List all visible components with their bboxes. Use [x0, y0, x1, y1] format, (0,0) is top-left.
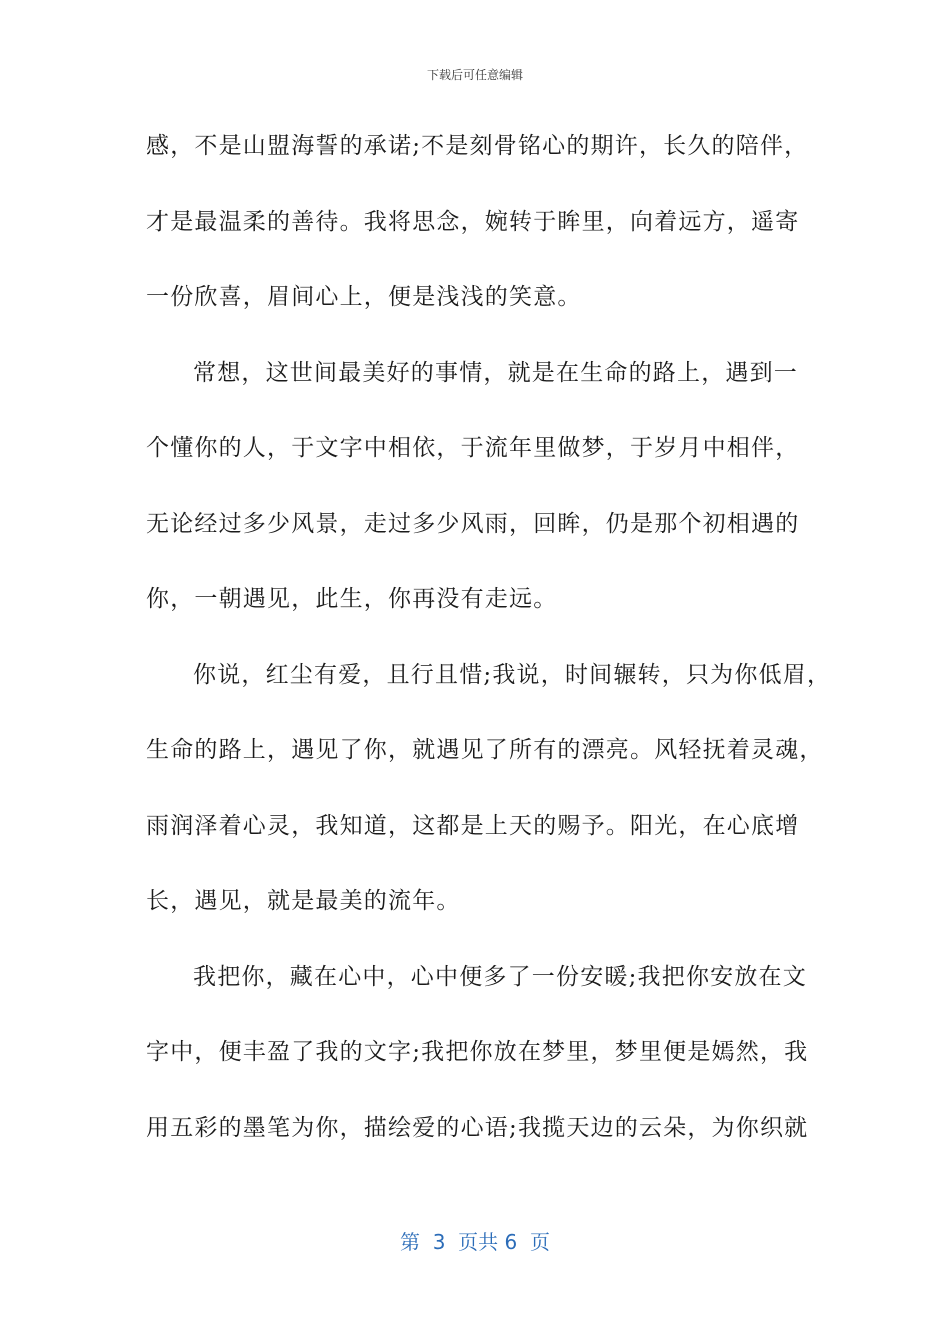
text-line: 无论经过多少风景，走过多少风雨，回眸，仍是那个初相遇的 [146, 510, 800, 537]
text-line: 你，一朝遇见，此生，你再没有走远。 [146, 586, 558, 612]
text-line: 长，遇见，就是最美的流年。 [146, 888, 461, 914]
text-line: 个懂你的人，于文字中相依，于流年里做梦，于岁月中相伴， [146, 435, 800, 461]
paragraph-first-line: 我把你，藏在心中，心中便多了一份安暖;我把你安放在文 [193, 963, 807, 990]
page-number-footer: 第 3 页共 6 页 [400, 1230, 550, 1254]
text-line: 用五彩的墨笔为你，描绘爱的心语;我揽天边的云朵，为你织就 [146, 1114, 809, 1141]
text-line: 生命的路上，遇见了你，就遇见了所有的漂亮。风轻抚着灵魂， [146, 737, 824, 763]
text-line: 感，不是山盟海誓的承诺;不是刻骨铭心的期许，长久的陪伴， [146, 133, 809, 159]
text-line: 一份欣喜，眉间心上，便是浅浅的笑意。 [146, 284, 582, 310]
text-line: 才是最温柔的善待。我将思念，婉转于眸里，向着远方，遥寄 [146, 208, 800, 235]
document-body [146, 128, 832, 1185]
text-line: 字中，便丰盈了我的文字;我把你放在梦里，梦里便是嫣然，我 [146, 1039, 809, 1065]
text-line: 雨润泽着心灵，我知道，这都是上天的赐予。阳光，在心底增 [146, 812, 800, 839]
page-header-note: 下载后可任意编辑 [426, 68, 523, 82]
paragraph-first-line: 常想，这世间最美好的事情，就是在生命的路上，遇到一 [193, 359, 798, 386]
paragraph-first-line: 你说，红尘有爱，且行且惜;我说，时间辗转，只为你低眉， [193, 661, 832, 688]
